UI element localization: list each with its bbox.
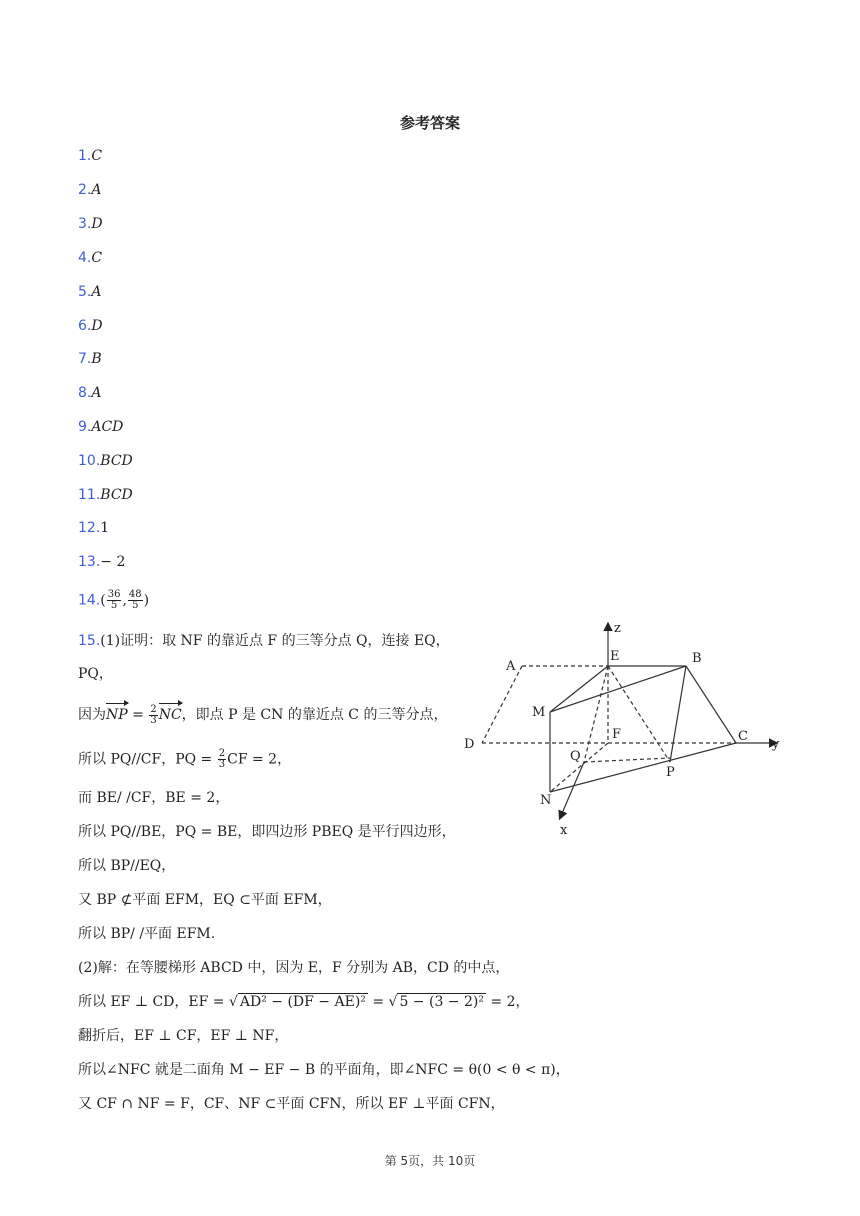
answer-number: 12.	[78, 520, 101, 536]
q15-line-10: (2)解：在等腰梯形 ABCD 中，因为 E，F 分别为 AB，CD 的中点，	[78, 960, 510, 976]
q15-line-7: 所以 BP//EQ，	[78, 858, 176, 874]
answer-number: 2.	[78, 182, 92, 198]
answer-14: 14.( $\frac{36}{5}$ , $\frac{48}{5}$ )	[78, 589, 150, 611]
dash-eq	[584, 666, 608, 762]
answer-2	[78, 180, 101, 200]
answer-number: 6.	[78, 318, 92, 334]
q15-line-8: 又 BP ⊄平面 EFM，EQ ⊂平面 EFM，	[78, 892, 332, 908]
answer-12	[78, 518, 109, 538]
q15-line-4: 所以 PQ//CF，PQ = $\frac{2}{3}$ CF = 2，	[78, 748, 292, 770]
answer-4	[78, 248, 102, 268]
sqrt-expr-2: 5 − (3 − 2)²	[399, 994, 484, 1010]
answer-value: 1	[100, 520, 110, 536]
answer-10	[78, 451, 133, 471]
q15-line-1: 15.(1)证明：取 NF 的靠近点 F 的三等分点 Q，连接 EQ，	[78, 633, 450, 649]
edge-em	[550, 666, 608, 712]
label-m: M	[532, 705, 546, 720]
label-e: E	[610, 649, 620, 664]
answer-3	[78, 214, 103, 234]
answer-value: A	[91, 385, 102, 401]
fraction-36-5: $\frac{36}{5}$	[107, 589, 121, 611]
dash-qp	[584, 758, 670, 762]
edge-bp	[670, 666, 686, 762]
answer-value: A	[91, 284, 102, 300]
answer-number: 14.	[78, 592, 101, 609]
label-c: C	[738, 729, 748, 744]
dash-ep	[608, 666, 670, 762]
label-a: A	[506, 659, 516, 674]
geometry-figure	[460, 620, 790, 845]
vector-np: NP	[106, 702, 128, 725]
answer-number: 13.	[78, 554, 101, 570]
fraction-2-3: $\frac{2}{3}$	[218, 748, 226, 770]
answer-13	[78, 552, 125, 572]
label-z: z	[614, 621, 621, 636]
page-title: 参考答案	[399, 114, 460, 132]
answer-number: 8.	[78, 385, 92, 401]
answer-5	[78, 282, 101, 302]
answer-number: 4.	[78, 250, 92, 266]
answer-number: 7.	[78, 351, 92, 367]
answer-1	[78, 146, 102, 166]
answer-11	[78, 485, 133, 505]
label-p: P	[666, 765, 675, 780]
q15-line-2: PQ，	[78, 666, 113, 682]
page-footer: 第 5页，共 10页	[384, 1154, 476, 1168]
q15-line-3: 因为NP = $\frac{2}{3}$ NC，即点 P 是 CN 的靠近点 C 的三等分点，	[78, 703, 448, 726]
edge-bc	[686, 666, 736, 743]
answer-9	[78, 417, 123, 437]
answer-value: C	[91, 148, 103, 164]
answer-value: BCD	[100, 487, 133, 503]
q15-line-5: 而 BE/ /CF，BE = 2，	[78, 790, 230, 806]
answer-number: 11.	[78, 487, 101, 503]
answer-value: B	[91, 351, 102, 367]
label-n: N	[540, 793, 552, 808]
q15-line-14: 又 CF ∩ NF = F，CF、NF ⊂平面 CFN，所以 EF ⊥平面 CFN，	[78, 1096, 505, 1112]
answer-7	[78, 349, 102, 369]
answer-number: 10.	[78, 453, 101, 469]
fraction-2-3: $\frac{2}{3}$	[150, 703, 157, 726]
q15-line-9: 所以 BP/ /平面 EFM.	[78, 926, 216, 942]
answer-number: 3.	[78, 216, 92, 232]
label-x: x	[560, 823, 568, 838]
sqrt-expr-1: AD² − (DF − AE)²	[239, 994, 366, 1010]
q15-line-13: 所以∠NFC 就是二面角 M − EF − B 的平面角，即∠NFC = θ(0 < θ < π)，	[78, 1062, 570, 1078]
q15-line-6: 所以 PQ//BE，PQ = BE，即四边形 PBEQ 是平行四边形，	[78, 824, 456, 840]
label-b: B	[692, 651, 702, 666]
answer-value: BCD	[100, 453, 133, 469]
answer-value: − 2	[100, 554, 126, 570]
answer-value: D	[91, 216, 103, 232]
answer-8	[78, 383, 101, 403]
x-axis	[560, 762, 584, 818]
label-q: Q	[570, 749, 581, 764]
dash-ad	[482, 666, 522, 743]
answer-6	[78, 316, 103, 336]
label-d: D	[464, 737, 475, 752]
answer-value: A	[91, 182, 102, 198]
answer-value: C	[91, 250, 103, 266]
edge-bm	[550, 666, 686, 712]
vector-nc: NC	[159, 702, 182, 725]
answer-number: 5.	[78, 284, 92, 300]
answer-number: 9.	[78, 419, 92, 435]
q15-line-11: 所以 EF ⊥ CD，EF = √ AD² − (DF − AE)² = √ 5 − (3 − 2)² = 2，	[78, 994, 530, 1010]
fraction-48-5: $\frac{48}{5}$	[128, 589, 142, 611]
answer-value: ACD	[91, 419, 124, 435]
label-y: y	[772, 737, 780, 752]
answer-number: 1.	[78, 148, 92, 164]
label-f: F	[612, 727, 622, 742]
q15-line-12: 翻折后，EF ⊥ CF，EF ⊥ NF，	[78, 1028, 289, 1044]
answer-value: D	[91, 318, 103, 334]
